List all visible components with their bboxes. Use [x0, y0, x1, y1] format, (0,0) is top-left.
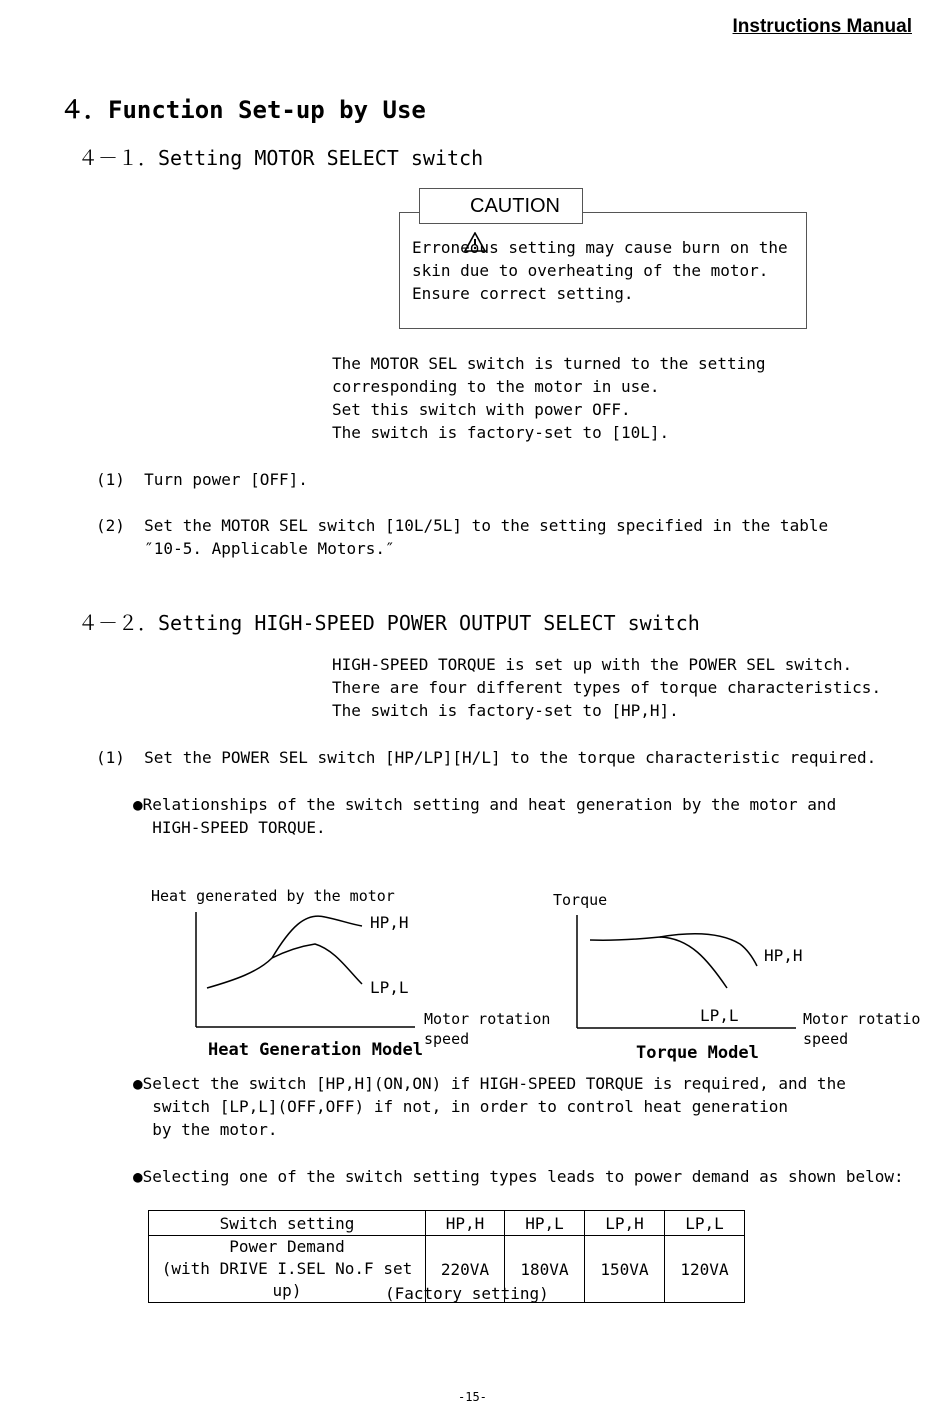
- xlabel-line: speed: [424, 1030, 470, 1048]
- subsection-power-select-title: ４－２．Setting HIGH-SPEED POWER OUTPUT SELECT switch: [78, 611, 700, 635]
- caution-line: Erroneous setting may cause burn on the: [412, 238, 788, 257]
- motor-select-step-1: (1) Turn power [OFF].: [96, 470, 308, 489]
- intro-line: HIGH-SPEED TORQUE is set up with the POWER SEL switch.: [332, 655, 853, 674]
- intro-line: The switch is factory-set to [10L].: [332, 423, 670, 442]
- power-select-step-1: (1) Set the POWER SEL switch [HP/LP][H/L] to the torque characteristic required.: [96, 748, 877, 767]
- manual-header-title: Instructions Manual: [732, 16, 912, 37]
- xlabel-line: Motor rotatio: [803, 1010, 921, 1028]
- torque-chart-xlabel: [803, 1009, 920, 1049]
- intro-line: The switch is factory-set to [HP,H].: [332, 701, 679, 720]
- torque-curve-hp-label: HP,H: [764, 946, 803, 965]
- table-cell: 180VA: [505, 1236, 585, 1303]
- table-header-cell: LP,H: [585, 1211, 665, 1236]
- caution-line: skin due to overheating of the motor.: [412, 261, 769, 280]
- torque-curve-lp-l: [590, 937, 727, 988]
- bullet-line: ●Select the switch [HP,H](ON,ON) if HIGH-SPEED TORQUE is required, and the: [133, 1074, 846, 1093]
- heat-curve-lp-l: [272, 944, 362, 984]
- subsection-motor-select-title: ４－１．Setting MOTOR SELECT switch: [78, 146, 484, 170]
- page-number: -15-: [458, 1390, 487, 1404]
- heat-curve-hp-label: HP,H: [370, 913, 409, 932]
- table-row-label: [149, 1236, 426, 1303]
- bullet-line: by the motor.: [133, 1120, 278, 1139]
- table-cell: 150VA: [585, 1236, 665, 1303]
- intro-line: corresponding to the motor in use.: [332, 377, 660, 396]
- xlabel-line: speed: [803, 1030, 849, 1048]
- factory-setting-note: (Factory setting): [385, 1284, 549, 1303]
- heat-chart-xlabel: [424, 1009, 550, 1049]
- intro-line: Set this switch with power OFF.: [332, 400, 631, 419]
- heat-chart-ylabel: Heat generated by the motor: [151, 887, 395, 905]
- step-line: (2) Set the MOTOR SEL switch [10L/5L] to the setting specified in the table: [96, 516, 829, 535]
- heat-curve-base: [207, 958, 272, 988]
- table-cell: 120VA: [665, 1236, 745, 1303]
- table-header-row: [149, 1211, 745, 1236]
- table-cell: 220VA: [426, 1236, 505, 1303]
- section-title: ４．Function Set-up by Use: [60, 96, 426, 124]
- bullet-power-demand: ●Selecting one of the switch setting types leads to power demand as shown below:: [133, 1167, 904, 1186]
- bullet-line: ●Relationships of the switch setting and heat generation by the motor and: [133, 795, 837, 814]
- row-label-line: (with DRIVE I.SEL No.F set up): [161, 1259, 413, 1300]
- bullet-line: switch [LP,L](OFF,OFF) if not, in order to control heat generation: [133, 1097, 789, 1116]
- caution-label: CAUTION: [470, 195, 560, 217]
- torque-chart-ylabel: Torque: [553, 891, 608, 909]
- step-line: ″10-5. Applicable Motors.″: [96, 539, 395, 558]
- torque-curve-lp-label: LP,L: [700, 1006, 739, 1025]
- intro-line: There are four different types of torque characteristics.: [332, 678, 882, 697]
- intro-line: The MOTOR SEL switch is turned to the setting: [332, 354, 766, 373]
- table-header-cell: Switch setting: [149, 1211, 426, 1236]
- bullet-select-switch: [133, 1072, 846, 1141]
- caution-line: Ensure correct setting.: [412, 284, 634, 303]
- torque-chart-title: Torque Model: [636, 1043, 759, 1063]
- table-header-cell: HP,L: [505, 1211, 585, 1236]
- table-header-cell: HP,H: [426, 1211, 505, 1236]
- table-header-cell: LP,L: [665, 1211, 745, 1236]
- row-label-line: Power Demand: [229, 1237, 345, 1256]
- heat-curve-lp-label: LP,L: [370, 978, 409, 997]
- bullet-line: HIGH-SPEED TORQUE.: [133, 818, 326, 837]
- xlabel-line: Motor rotation: [424, 1010, 551, 1028]
- heat-chart-title: Heat Generation Model: [208, 1040, 423, 1060]
